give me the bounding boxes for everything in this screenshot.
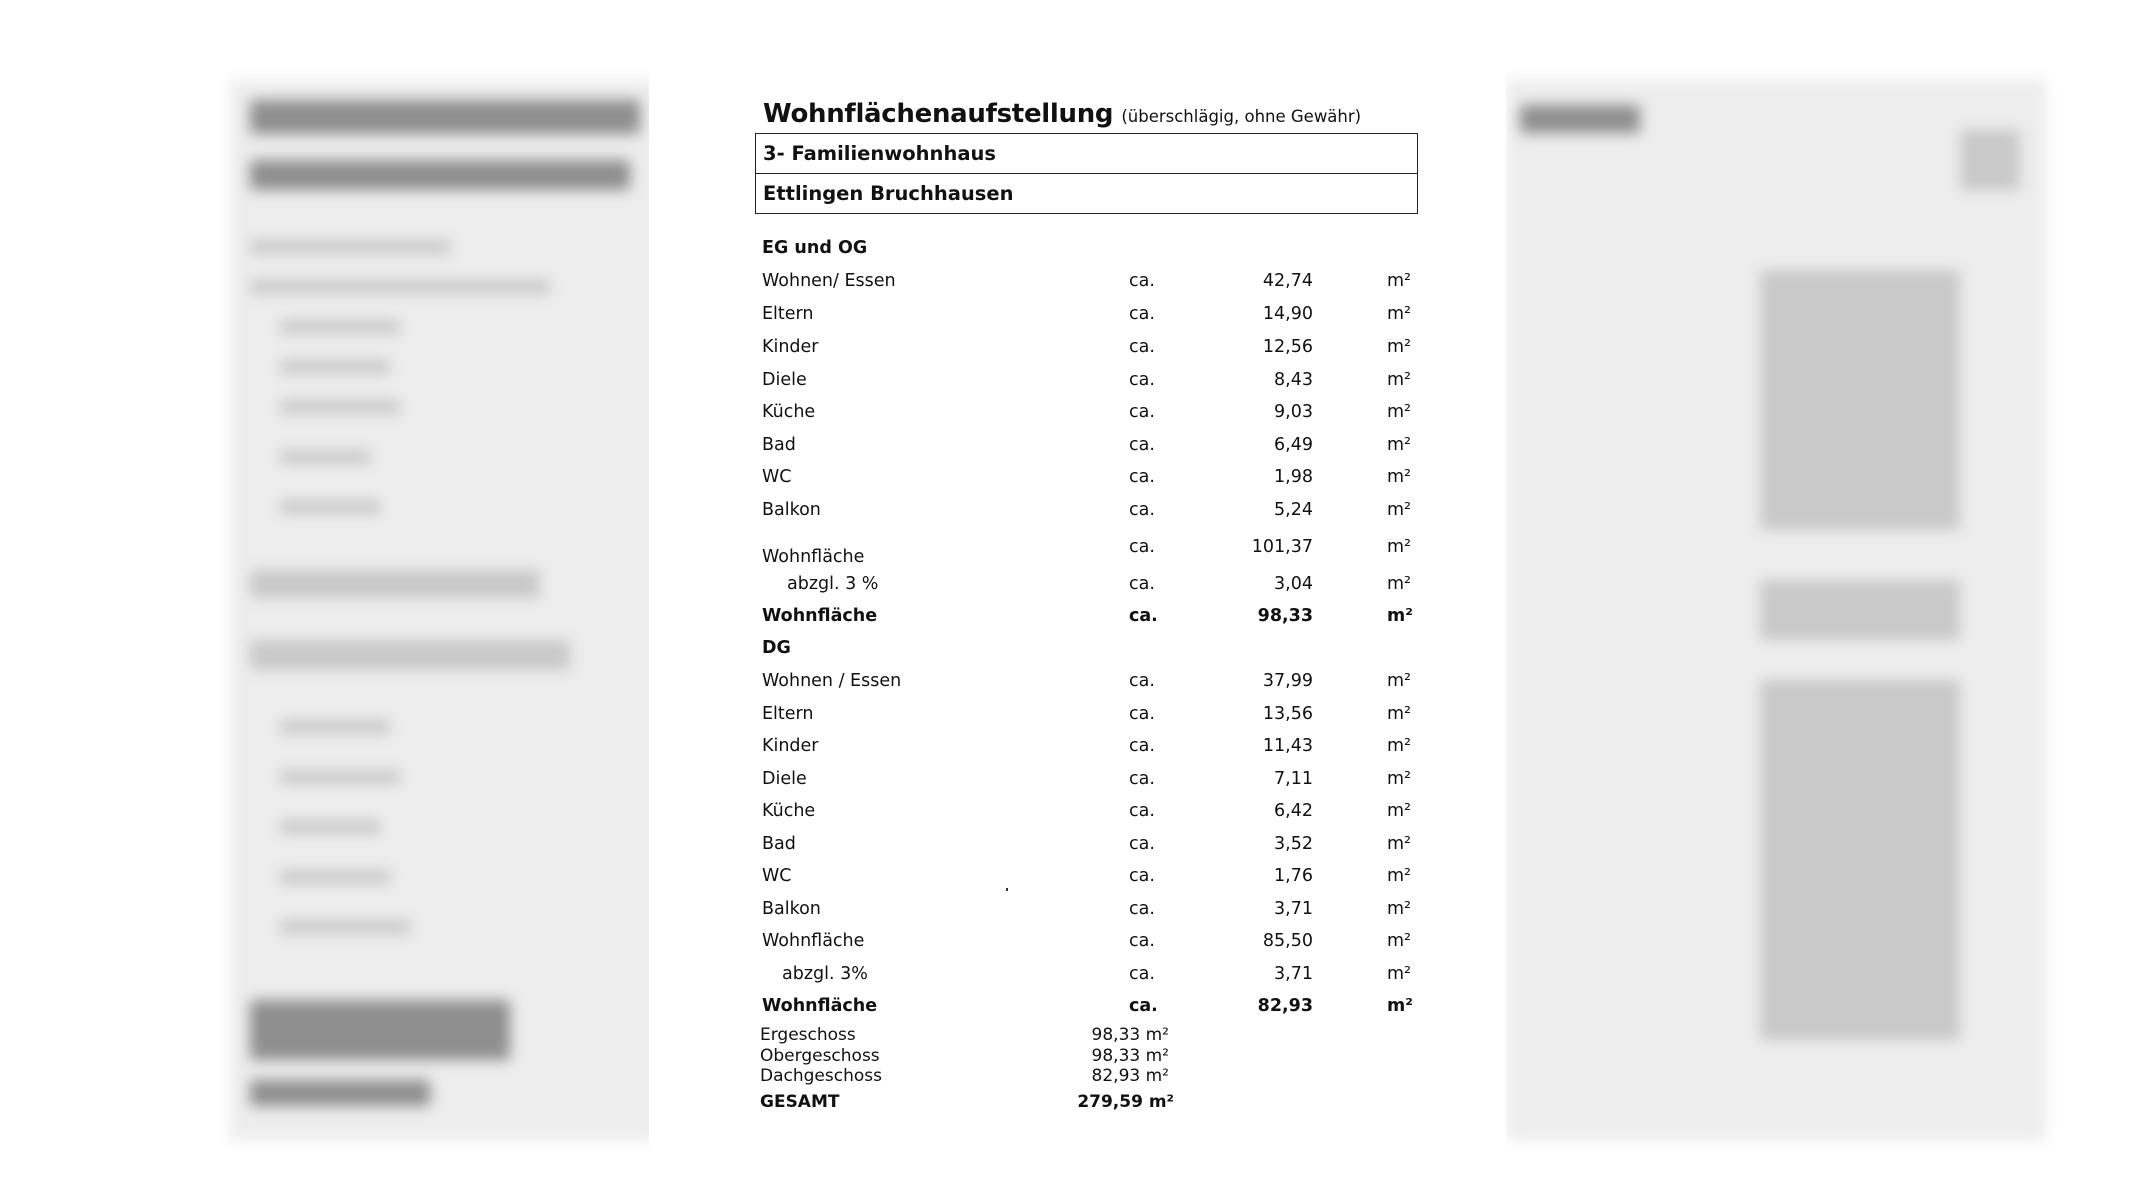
area-value: 11,43 (1262, 736, 1313, 756)
total-label: Wohnfläche (762, 996, 878, 1016)
unit-label: m² (1387, 467, 1412, 487)
table-row (649, 866, 1506, 890)
approx-label: ca. (1129, 271, 1155, 291)
area-value: 12,56 (1262, 337, 1313, 357)
unit-label: m² (1387, 435, 1412, 455)
table-row (649, 801, 1506, 825)
unit-label: m² (1387, 671, 1412, 691)
unit-label: m² (1387, 337, 1412, 357)
section-heading-dg: DG (762, 638, 791, 658)
subtotal-value: 101,37 (1251, 537, 1313, 557)
total-value: 82,93 (1257, 996, 1313, 1016)
table-row (649, 435, 1506, 459)
room-label: Diele (762, 370, 807, 390)
approx-label: ca. (1129, 899, 1155, 919)
approx-label: ca. (1129, 467, 1155, 487)
area-value: 1,98 (1274, 467, 1313, 487)
table-row (649, 337, 1506, 361)
room-label: Wohnen / Essen (762, 671, 902, 691)
approx-label: ca. (1129, 769, 1155, 789)
table-row (649, 370, 1506, 394)
header-box (755, 133, 1418, 214)
summary-row (649, 1046, 1506, 1067)
table-row (649, 704, 1506, 728)
deduction-row (649, 574, 1506, 598)
unit-label: m² (1387, 402, 1412, 422)
unit-label: m² (1387, 271, 1412, 291)
table-row (649, 271, 1506, 295)
unit-label: m² (1387, 769, 1412, 789)
summary-row (649, 1025, 1506, 1046)
area-value: 6,49 (1274, 435, 1313, 455)
area-value: 8,43 (1274, 370, 1313, 390)
room-label: Wohnen/ Essen (762, 271, 896, 291)
deduction-row (649, 964, 1506, 988)
header-location: Ettlingen Bruchhausen (763, 181, 1014, 205)
room-label: WC (762, 866, 792, 886)
table-row (649, 402, 1506, 426)
table-row (649, 736, 1506, 760)
summary-label: Dachgeschoss (760, 1066, 882, 1086)
area-value: 9,03 (1274, 402, 1313, 422)
deduction-value: 3,71 (1274, 964, 1313, 984)
room-label: Eltern (762, 704, 814, 724)
approx-label: ca. (1129, 704, 1155, 724)
area-value: 1,76 (1274, 866, 1313, 886)
subtotal-label: Wohnfläche (762, 931, 865, 951)
subtotal-value: 85,50 (1262, 931, 1313, 951)
unit-label: m² (1387, 996, 1413, 1016)
unit-label: m² (1387, 370, 1412, 390)
header-house-type: 3- Familienwohnhaus (756, 134, 1417, 174)
total-label: Wohnfläche (762, 606, 878, 626)
summary-label: Obergeschoss (760, 1046, 880, 1066)
table-row (649, 671, 1506, 695)
summary-value: 98,33 m² (1091, 1046, 1169, 1066)
approx-label: ca. (1129, 402, 1155, 422)
room-label: Kinder (762, 337, 819, 357)
table-row (649, 769, 1506, 793)
summary-value: 82,93 m² (1091, 1066, 1169, 1086)
approx-label: ca. (1129, 574, 1155, 594)
area-value: 13,56 (1262, 704, 1313, 724)
deduction-label: abzgl. 3% (782, 964, 868, 984)
total-row (649, 996, 1506, 1020)
table-row (649, 467, 1506, 491)
document-title-note: (überschlägig, ohne Gewähr) (1121, 107, 1362, 126)
approx-label: ca. (1129, 537, 1155, 557)
unit-label: m² (1387, 964, 1412, 984)
scan-speck (1006, 888, 1008, 891)
total-row (649, 606, 1506, 630)
approx-label: ca. (1129, 834, 1155, 854)
approx-label: ca. (1129, 304, 1155, 324)
area-value: 14,90 (1262, 304, 1313, 324)
document-title-line (763, 99, 1361, 129)
unit-label: m² (1387, 574, 1412, 594)
approx-label: ca. (1129, 996, 1158, 1016)
area-value: 3,71 (1274, 899, 1313, 919)
unit-label: m² (1387, 736, 1412, 756)
area-value: 6,42 (1274, 801, 1313, 821)
summary-row (649, 1066, 1506, 1087)
deduction-value: 3,04 (1274, 574, 1313, 594)
room-label: Bad (762, 834, 796, 854)
grand-total-label: GESAMT (760, 1092, 840, 1112)
room-label: WC (762, 467, 792, 487)
subtotal-label: Wohnfläche (762, 547, 865, 567)
unit-label: m² (1387, 704, 1412, 724)
area-value: 42,74 (1262, 271, 1313, 291)
area-value: 7,11 (1274, 769, 1313, 789)
approx-label: ca. (1129, 671, 1155, 691)
table-row (649, 899, 1506, 923)
subtotal-row (649, 931, 1506, 955)
unit-label: m² (1387, 834, 1412, 854)
room-label: Kinder (762, 736, 819, 756)
room-label: Küche (762, 402, 816, 422)
unit-label: m² (1387, 899, 1412, 919)
area-value: 5,24 (1274, 500, 1313, 520)
approx-label: ca. (1129, 500, 1155, 520)
document-sheet (649, 0, 1506, 1200)
room-label: Diele (762, 769, 807, 789)
approx-label: ca. (1129, 931, 1155, 951)
document-title: Wohnflächenaufstellung (763, 99, 1114, 129)
approx-label: ca. (1129, 736, 1155, 756)
area-value: 3,52 (1274, 834, 1313, 854)
deduction-label: abzgl. 3 % (787, 574, 879, 594)
approx-label: ca. (1129, 964, 1155, 984)
room-label: Eltern (762, 304, 814, 324)
unit-label: m² (1387, 500, 1412, 520)
grand-total-row (649, 1092, 1506, 1113)
area-value: 37,99 (1262, 671, 1313, 691)
approx-label: ca. (1129, 606, 1158, 626)
unit-label: m² (1387, 866, 1412, 886)
total-value: 98,33 (1257, 606, 1313, 626)
unit-label: m² (1387, 931, 1412, 951)
room-label: Balkon (762, 500, 821, 520)
table-row (649, 304, 1506, 328)
approx-label: ca. (1129, 370, 1155, 390)
unit-label: m² (1387, 801, 1412, 821)
table-row (649, 834, 1506, 858)
grand-total-value: 279,59 m² (1077, 1092, 1174, 1112)
subtotal-row (649, 537, 1506, 567)
unit-label: m² (1387, 537, 1412, 557)
approx-label: ca. (1129, 866, 1155, 886)
summary-value: 98,33 m² (1091, 1025, 1169, 1045)
room-label: Bad (762, 435, 796, 455)
section-heading-eg-og: EG und OG (762, 238, 868, 258)
room-label: Küche (762, 801, 816, 821)
unit-label: m² (1387, 606, 1413, 626)
approx-label: ca. (1129, 801, 1155, 821)
summary-label: Ergeschoss (760, 1025, 856, 1045)
approx-label: ca. (1129, 337, 1155, 357)
approx-label: ca. (1129, 435, 1155, 455)
unit-label: m² (1387, 304, 1412, 324)
table-row (649, 500, 1506, 524)
room-label: Balkon (762, 899, 821, 919)
